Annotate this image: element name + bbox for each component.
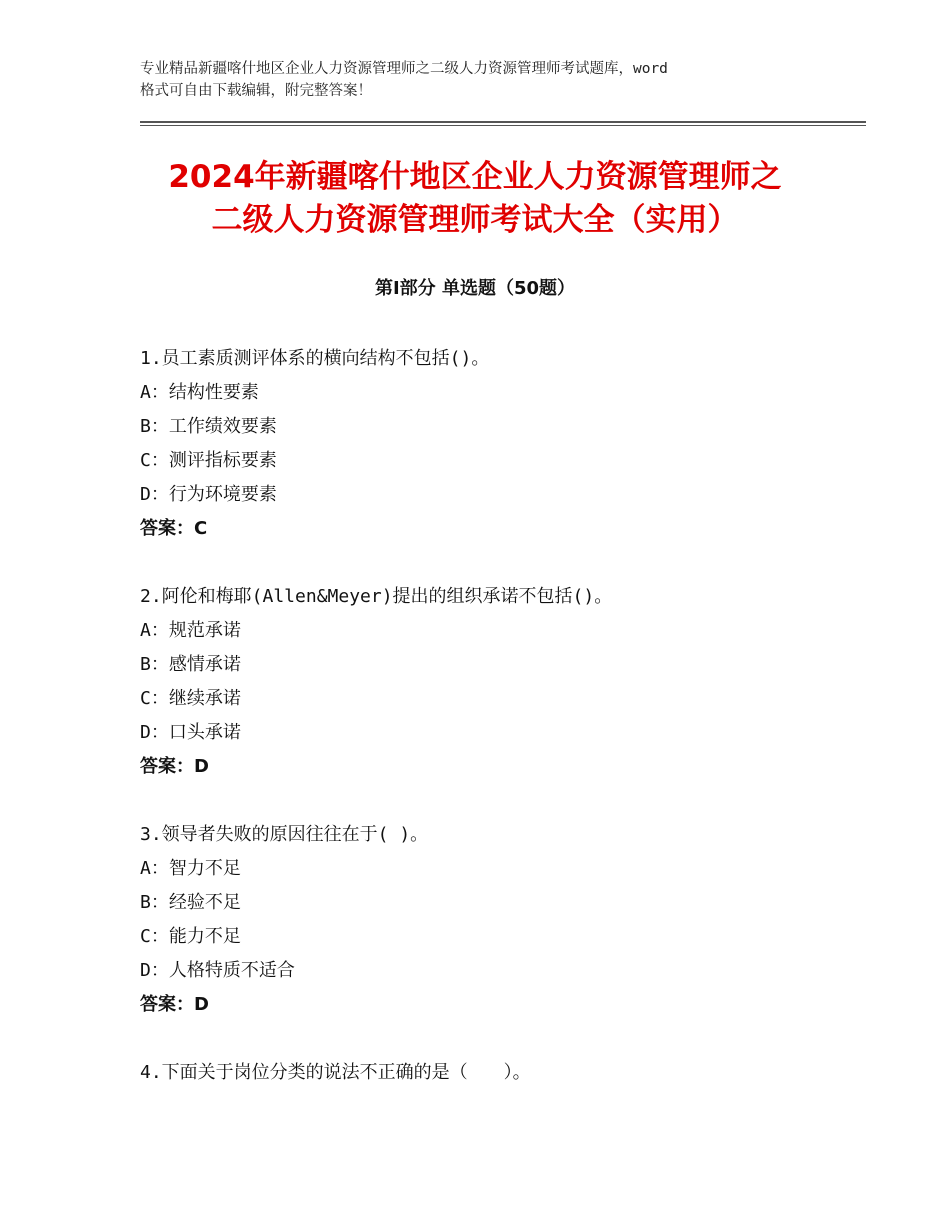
header-note-line-2: 格式可自由下载编辑，附完整答案！ (140, 83, 372, 99)
option-c: C：测评指标要素 (140, 450, 277, 471)
question-3 (140, 818, 860, 1022)
question-2 (140, 580, 860, 784)
option-d: D：行为环境要素 (140, 484, 277, 505)
question-1 (140, 342, 860, 546)
section-title: 第Ⅰ部分 单选题（50题） (374, 278, 575, 299)
option-b: B：感情承诺 (140, 654, 241, 675)
answer-label: 答案：D (140, 994, 209, 1015)
document-title-line-2: 二级人力资源管理师考试大全（实用） (211, 202, 739, 238)
option-d: D：人格特质不适合 (140, 960, 295, 981)
option-c: C：能力不足 (140, 926, 241, 947)
option-a: A：结构性要素 (140, 382, 259, 403)
header-note-line-1: 专业精品新疆喀什地区企业人力资源管理师之二级人力资源管理师考试题库，word (140, 61, 668, 77)
header-divider (140, 121, 866, 126)
option-a: A：规范承诺 (140, 620, 241, 641)
option-a: A：智力不足 (140, 858, 241, 879)
document-title-line-1: 2024年新疆喀什地区企业人力资源管理师之 (168, 159, 782, 195)
question-4 (140, 1056, 860, 1090)
question-stem: 1.员工素质测评体系的横向结构不包括()。 (140, 348, 490, 369)
header-note (140, 58, 840, 102)
option-b: B：经验不足 (140, 892, 241, 913)
option-c: C：继续承诺 (140, 688, 241, 709)
answer-label: 答案：D (140, 756, 209, 777)
option-d: D：口头承诺 (140, 722, 241, 743)
option-b: B：工作绩效要素 (140, 416, 277, 437)
question-stem: 3.领导者失败的原因往往在于( )。 (140, 824, 429, 845)
question-stem: 2.阿伦和梅耶(Allen&Meyer)提出的组织承诺不包括()。 (140, 586, 613, 607)
answer-label: 答案：C (140, 518, 208, 539)
question-list (140, 342, 860, 1124)
question-stem: 4.下面关于岗位分类的说法不正确的是（ ）。 (140, 1062, 531, 1083)
document-title (90, 156, 860, 242)
